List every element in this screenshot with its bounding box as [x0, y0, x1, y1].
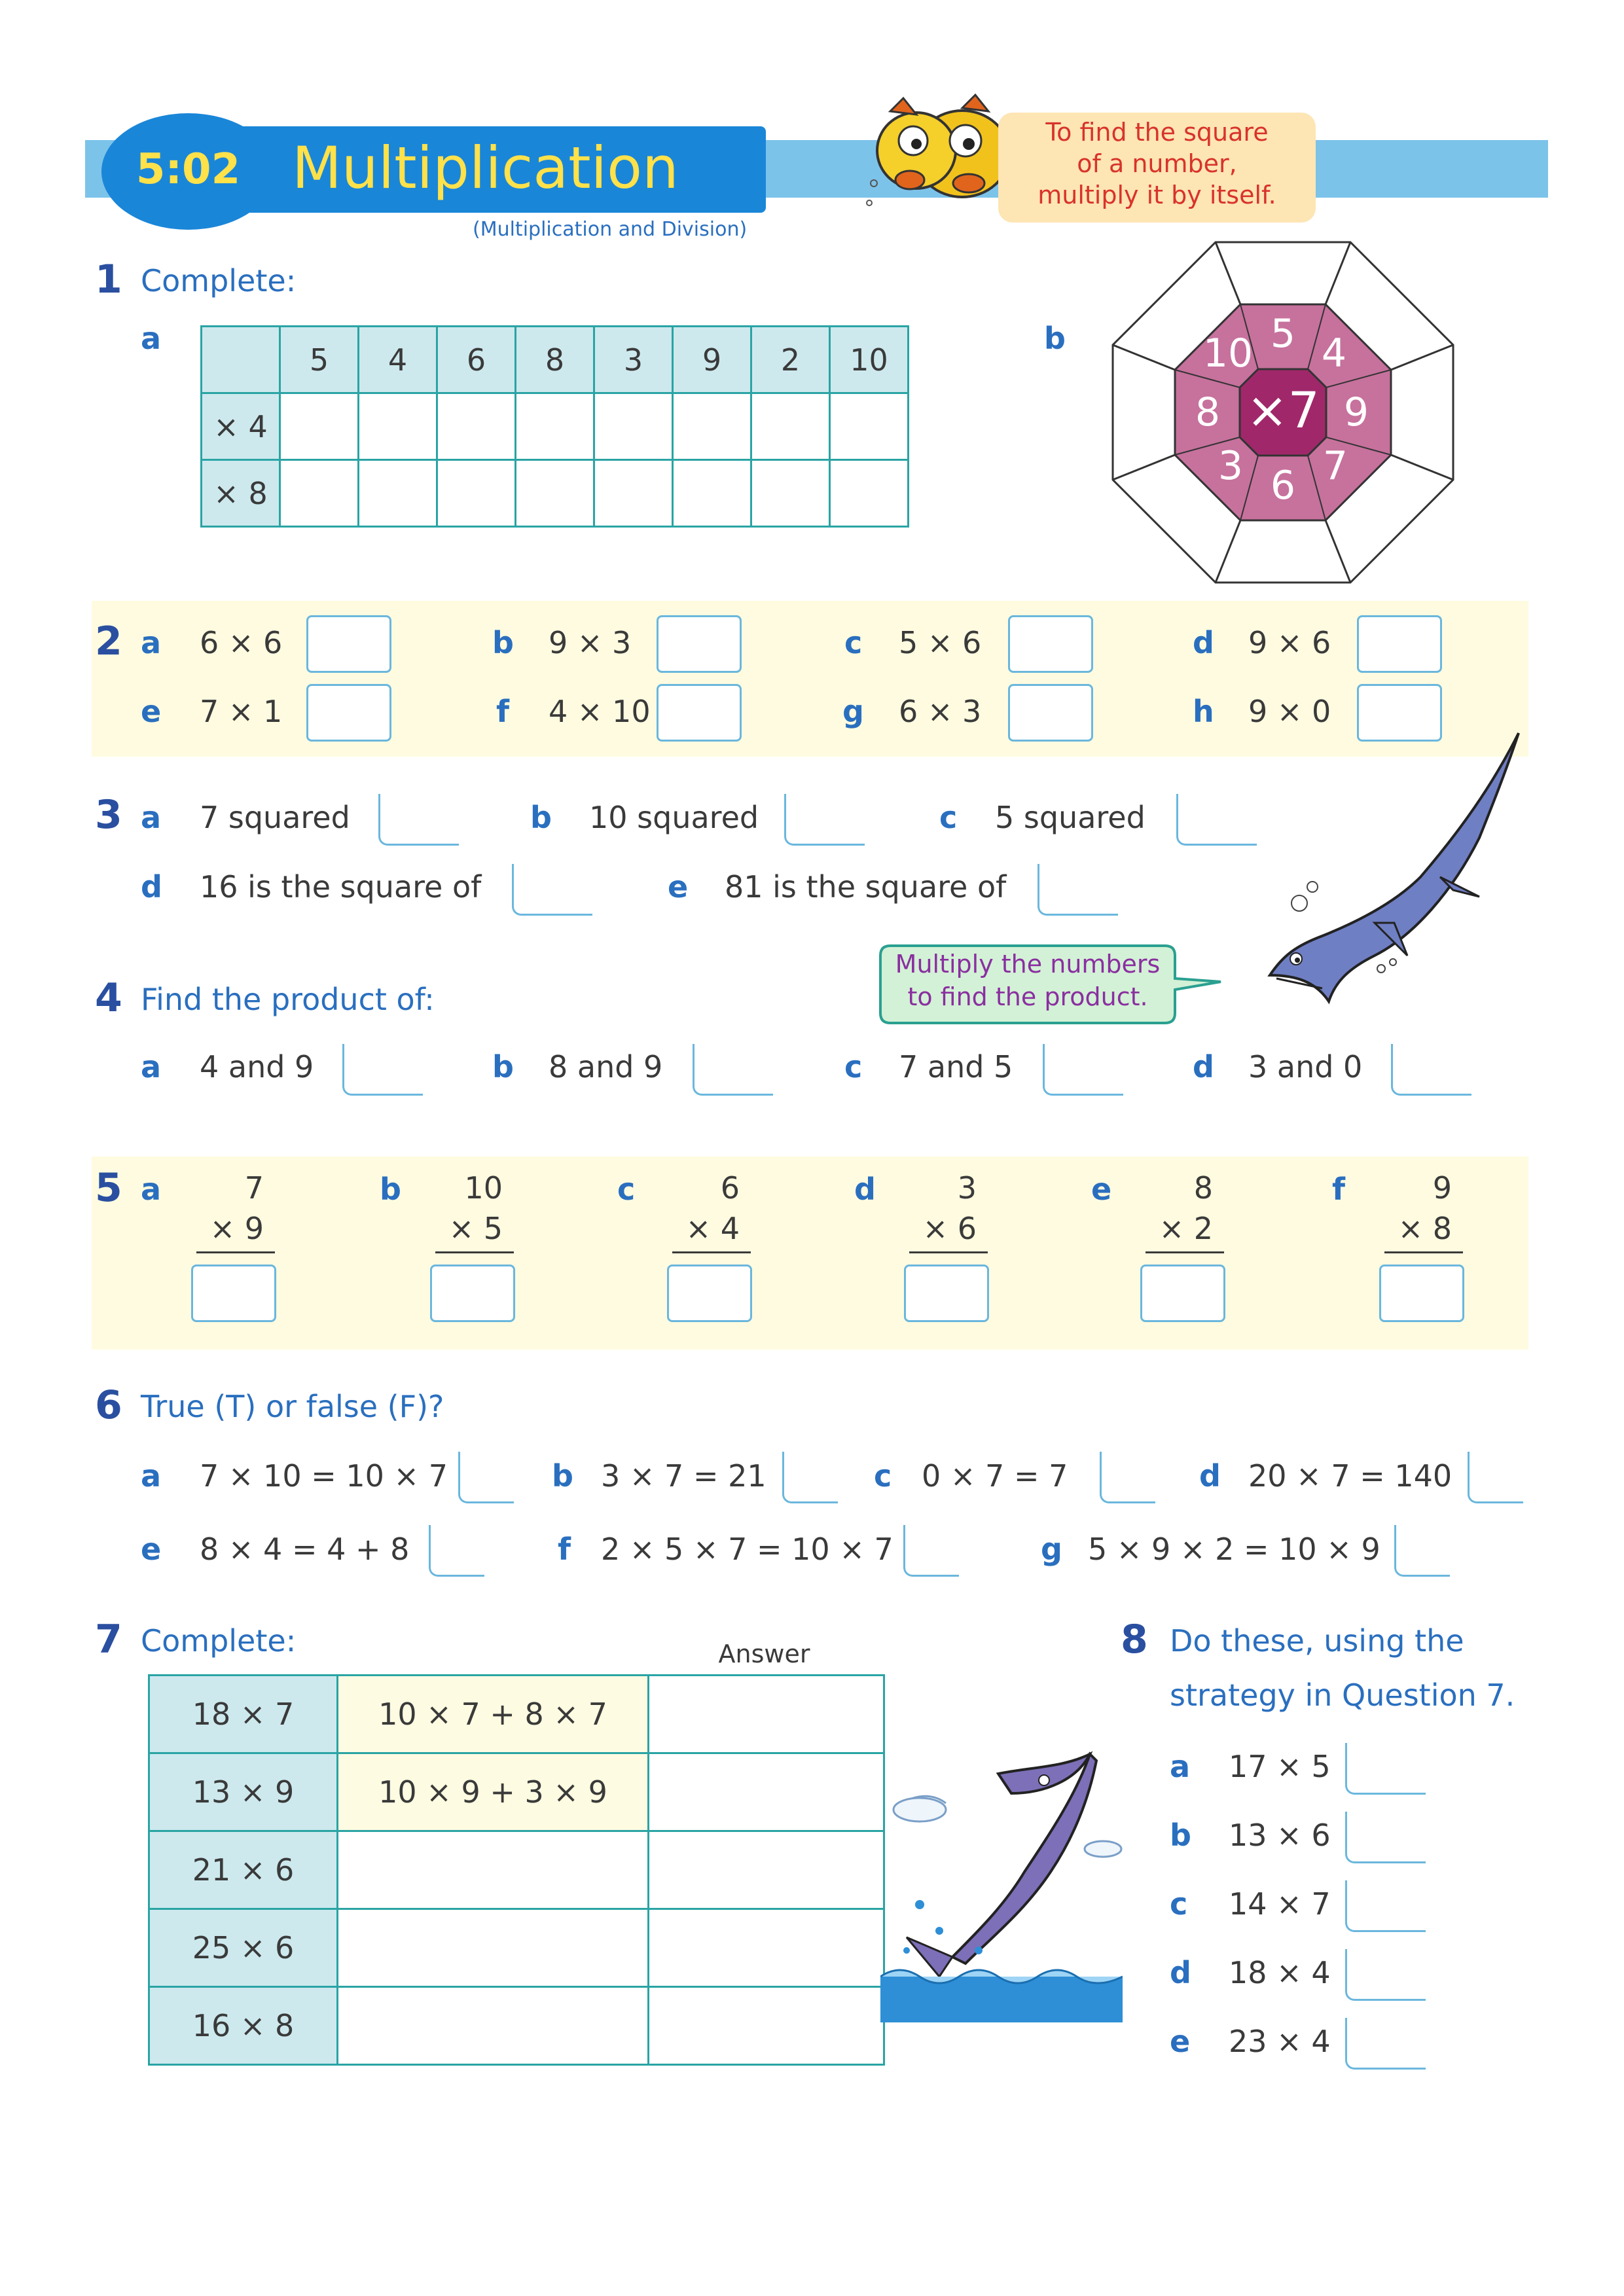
q3-expr-b: 10 squared: [589, 800, 759, 835]
table-header-cell: 3: [594, 327, 673, 393]
jumping-shark-icon: [880, 1741, 1123, 2022]
q6-answer-box-b[interactable]: [782, 1452, 838, 1503]
q6-answer-box-e[interactable]: [429, 1525, 484, 1577]
q6-expr-b: 3 × 7 = 21: [601, 1458, 767, 1494]
table-header-cell: 8: [516, 327, 594, 393]
q5-label-d: d: [854, 1172, 876, 1207]
q2-expr-c: 5 × 6: [899, 625, 982, 660]
q3-answer-box-d[interactable]: [512, 864, 592, 916]
question-7-text: Complete:: [141, 1623, 297, 1659]
answer-cell[interactable]: [830, 393, 909, 460]
answer-cell[interactable]: [673, 393, 751, 460]
answer-cell[interactable]: [673, 460, 751, 527]
q8-expr-d: 18 × 4: [1229, 1955, 1331, 1990]
table-row-label: × 8: [202, 460, 280, 527]
q5-top-b: 10: [464, 1170, 503, 1206]
q8-label-b: b: [1170, 1818, 1191, 1853]
q5-rule-a: [196, 1251, 275, 1253]
q5-answer-box-f[interactable]: [1379, 1265, 1464, 1322]
q5-bottom-e: × 2: [1159, 1211, 1213, 1246]
q5-rule-e: [1146, 1251, 1224, 1253]
wheel-number: 4: [1321, 331, 1347, 376]
q4-label-a: a: [141, 1049, 162, 1085]
q5-label-e: e: [1091, 1172, 1112, 1207]
q6-answer-box-f[interactable]: [903, 1525, 959, 1577]
strategy-split[interactable]: [338, 1909, 649, 1987]
strategy-expression: 16 × 8: [149, 1987, 338, 2065]
q3-answer-box-a[interactable]: [378, 794, 459, 846]
q3-answer-box-e[interactable]: [1038, 864, 1118, 916]
q2-label-h: h: [1193, 694, 1214, 729]
q8-expr-b: 13 × 6: [1229, 1818, 1331, 1853]
q2-expr-h: 9 × 0: [1248, 694, 1331, 729]
q3-expr-a: 7 squared: [200, 800, 350, 835]
table-row: [149, 1987, 884, 2065]
q8-label-e: e: [1170, 2024, 1191, 2059]
answer-cell[interactable]: [594, 393, 673, 460]
answer-cell[interactable]: [649, 1753, 884, 1831]
q4-expr-b: 8 and 9: [549, 1049, 663, 1085]
answer-cell[interactable]: [359, 393, 437, 460]
q2-expr-a: 6 × 6: [200, 625, 283, 660]
q6-answer-box-g[interactable]: [1394, 1525, 1450, 1577]
q4-expr-a: 4 and 9: [200, 1049, 314, 1085]
q2-label-a: a: [141, 625, 162, 660]
page-title: Multiplication: [292, 134, 679, 202]
question-number-5: 5: [95, 1165, 122, 1211]
q2-answer-box-c[interactable]: [1008, 615, 1093, 673]
q8-expr-c: 14 × 7: [1229, 1886, 1331, 1922]
page-subtitle: (Multiplication and Division): [473, 218, 748, 241]
question-8-text-line-1: Do these, using the: [1170, 1623, 1464, 1659]
answer-column-header: Answer: [718, 1640, 810, 1668]
table-row: [149, 1676, 884, 1753]
q6-expr-d: 20 × 7 = 140: [1248, 1458, 1453, 1494]
table-row: [149, 1909, 884, 1987]
q5-top-f: 9: [1432, 1170, 1452, 1206]
callout-line-1: Multiply the numbers: [895, 950, 1161, 978]
answer-cell[interactable]: [649, 1987, 884, 2065]
table-row: [202, 460, 909, 527]
table-corner-cell: [202, 327, 280, 393]
answer-cell[interactable]: [437, 393, 516, 460]
q8-answer-box-c[interactable]: [1345, 1880, 1426, 1932]
section-number: 5:02: [135, 145, 241, 194]
wheel-center-label: ×7: [1246, 381, 1320, 439]
q5-answer-box-b[interactable]: [430, 1265, 515, 1322]
question-number-1: 1: [95, 257, 122, 302]
answer-cell[interactable]: [751, 393, 830, 460]
table-row: [149, 1831, 884, 1909]
q4-answer-box-c[interactable]: [1043, 1044, 1123, 1096]
q3-label-a: a: [141, 800, 162, 835]
answer-cell[interactable]: [516, 393, 594, 460]
question-number-7: 7: [95, 1617, 122, 1662]
q6-expr-c: 0 × 7 = 7: [922, 1458, 1068, 1494]
answer-cell[interactable]: [359, 460, 437, 527]
q6-expr-e: 8 × 4 = 4 + 8: [200, 1532, 410, 1567]
strategy-expression: 21 × 6: [149, 1831, 338, 1909]
q8-label-d: d: [1170, 1955, 1191, 1990]
q6-label-c: c: [874, 1458, 892, 1494]
q5-rule-d: [909, 1251, 988, 1253]
q5-top-e: 8: [1193, 1170, 1213, 1206]
q5-bottom-d: × 6: [922, 1211, 977, 1246]
q8-expr-a: 17 × 5: [1229, 1749, 1331, 1784]
q6-label-a: a: [141, 1458, 162, 1494]
table-header-cell: 2: [751, 327, 830, 393]
q3-expr-d: 16 is the square of: [200, 869, 482, 905]
wheel-number: 8: [1195, 389, 1221, 435]
q8-answer-box-a[interactable]: [1345, 1743, 1426, 1795]
q3-label-c: c: [939, 800, 958, 835]
multiplication-table: [200, 325, 909, 528]
answer-cell[interactable]: [649, 1676, 884, 1753]
q2-expr-f: 4 × 10: [549, 694, 651, 729]
table-row: [149, 1753, 884, 1831]
answer-cell[interactable]: [594, 460, 673, 527]
question-6-text: True (T) or false (F)?: [141, 1389, 444, 1424]
strategy-split: 10 × 9 + 3 × 9: [338, 1753, 649, 1831]
q5-top-c: 6: [720, 1170, 740, 1206]
q1-part-a-label: a: [141, 321, 162, 356]
wheel-number: 9: [1343, 389, 1369, 435]
q5-label-c: c: [617, 1172, 636, 1207]
q5-rule-c: [672, 1251, 751, 1253]
q5-label-b: b: [380, 1172, 401, 1207]
q1-part-b-label: b: [1044, 321, 1066, 356]
question-1-text: Complete:: [141, 263, 297, 298]
wheel-number: 6: [1270, 463, 1296, 509]
question-number-3: 3: [95, 792, 122, 838]
q6-label-g: g: [1041, 1532, 1062, 1567]
table-header-row: [202, 327, 909, 393]
table-header-cell: 9: [673, 327, 751, 393]
q2-answer-box-e[interactable]: [306, 684, 391, 742]
q6-label-e: e: [141, 1532, 162, 1567]
q3-expr-e: 81 is the square of: [725, 869, 1007, 905]
q5-highlight-band: [92, 1157, 1528, 1350]
tip-line-1: To find the square: [1045, 118, 1269, 147]
q2-expr-g: 6 × 3: [899, 694, 982, 729]
strategy-split[interactable]: [338, 1987, 649, 2065]
q2-expr-b: 9 × 3: [549, 625, 632, 660]
q4-label-d: d: [1193, 1049, 1214, 1085]
wheel-number: 7: [1322, 443, 1348, 489]
q6-expr-g: 5 × 9 × 2 = 10 × 9: [1088, 1532, 1380, 1567]
q2-label-d: d: [1193, 625, 1214, 660]
q5-label-a: a: [141, 1172, 162, 1207]
q5-answer-box-e[interactable]: [1140, 1265, 1225, 1322]
q8-label-c: c: [1170, 1886, 1188, 1922]
q8-expr-e: 23 × 4: [1229, 2024, 1331, 2059]
q2-label-e: e: [141, 694, 162, 729]
question-8-text-line-2: strategy in Question 7.: [1170, 1677, 1515, 1713]
q5-answer-box-d[interactable]: [904, 1265, 989, 1322]
q8-label-a: a: [1170, 1749, 1191, 1784]
q3-label-b: b: [530, 800, 552, 835]
q2-label-g: g: [842, 694, 864, 729]
q6-label-b: b: [552, 1458, 573, 1494]
q5-answer-box-c[interactable]: [667, 1265, 752, 1322]
q2-expr-e: 7 × 1: [200, 694, 283, 729]
answer-cell[interactable]: [516, 460, 594, 527]
question-number-6: 6: [95, 1382, 122, 1428]
q8-answer-box-d[interactable]: [1345, 1949, 1426, 2001]
q2-answer-box-g[interactable]: [1008, 684, 1093, 742]
q5-bottom-c: × 4: [685, 1211, 740, 1246]
q2-answer-box-f[interactable]: [657, 684, 742, 742]
q5-top-a: 7: [244, 1170, 264, 1206]
q4-answer-box-d[interactable]: [1391, 1044, 1471, 1096]
tip-line-3: multiply it by itself.: [1038, 181, 1276, 209]
strategy-expression: 13 × 9: [149, 1753, 338, 1831]
table-header-cell: 5: [280, 327, 359, 393]
q5-label-f: f: [1332, 1172, 1346, 1207]
question-number-2: 2: [95, 619, 122, 664]
q6-expr-a: 7 × 10 = 10 × 7: [200, 1458, 448, 1494]
q6-answer-box-a[interactable]: [458, 1452, 514, 1503]
q3-label-e: e: [668, 869, 689, 905]
q3-label-d: d: [141, 869, 162, 905]
strategy-split[interactable]: [338, 1831, 649, 1909]
wheel-number: 5: [1270, 311, 1296, 357]
callout-line-2: to find the product.: [907, 982, 1148, 1011]
q2-expr-d: 9 × 6: [1248, 625, 1331, 660]
table-header-cell: 4: [359, 327, 437, 393]
table-header-cell: 6: [437, 327, 516, 393]
strategy-table: [148, 1674, 885, 2066]
q2-label-f: f: [496, 694, 510, 729]
q4-expr-c: 7 and 5: [899, 1049, 1013, 1085]
q2-answer-box-d[interactable]: [1357, 615, 1442, 673]
tip-line-2: of a number,: [1077, 149, 1237, 178]
q5-top-d: 3: [957, 1170, 977, 1206]
q6-answer-box-d[interactable]: [1468, 1452, 1523, 1503]
wheel-number: 3: [1218, 443, 1244, 489]
q6-label-d: d: [1199, 1458, 1221, 1494]
q2-label-c: c: [844, 625, 863, 660]
q4-answer-box-a[interactable]: [342, 1044, 423, 1096]
question-number-4: 4: [95, 975, 122, 1021]
q5-rule-f: [1384, 1251, 1463, 1253]
answer-cell[interactable]: [280, 460, 359, 527]
q3-expr-c: 5 squared: [995, 800, 1146, 835]
q4-label-c: c: [844, 1049, 863, 1085]
q6-expr-f: 2 × 5 × 7 = 10 × 7: [601, 1532, 893, 1567]
table-row: [202, 393, 909, 460]
q5-rule-b: [435, 1251, 514, 1253]
q2-label-b: b: [492, 625, 514, 660]
q6-label-f: f: [558, 1532, 571, 1567]
shark-icon: [1244, 726, 1532, 1028]
q2-answer-box-a[interactable]: [306, 615, 391, 673]
fish-mascot-icon: [864, 92, 1021, 216]
table-header-cell: 10: [830, 327, 909, 393]
q8-answer-box-b[interactable]: [1345, 1812, 1426, 1863]
answer-cell[interactable]: [830, 460, 909, 527]
multiplication-wheel: [1106, 236, 1460, 589]
answer-cell[interactable]: [649, 1909, 884, 1987]
q4-label-b: b: [492, 1049, 514, 1085]
answer-cell[interactable]: [751, 460, 830, 527]
strategy-expression: 18 × 7: [149, 1676, 338, 1753]
q8-answer-box-e[interactable]: [1345, 2018, 1426, 2070]
question-4-text: Find the product of:: [141, 982, 435, 1017]
table-row-label: × 4: [202, 393, 280, 460]
q5-bottom-b: × 5: [448, 1211, 503, 1246]
wheel-number: 10: [1202, 331, 1254, 376]
strategy-expression: 25 × 6: [149, 1909, 338, 1987]
strategy-split: 10 × 7 + 8 × 7: [338, 1676, 649, 1753]
answer-cell[interactable]: [280, 393, 359, 460]
question-number-8: 8: [1121, 1617, 1148, 1662]
q2-answer-box-b[interactable]: [657, 615, 742, 673]
q5-bottom-a: × 9: [209, 1211, 264, 1246]
answer-cell[interactable]: [437, 460, 516, 527]
q4-expr-d: 3 and 0: [1248, 1049, 1363, 1085]
q6-answer-box-c[interactable]: [1100, 1452, 1155, 1503]
q3-answer-box-b[interactable]: [784, 794, 865, 846]
answer-cell[interactable]: [649, 1831, 884, 1909]
q5-answer-box-a[interactable]: [191, 1265, 276, 1322]
q5-bottom-f: × 8: [1398, 1211, 1452, 1246]
q4-answer-box-b[interactable]: [693, 1044, 773, 1096]
